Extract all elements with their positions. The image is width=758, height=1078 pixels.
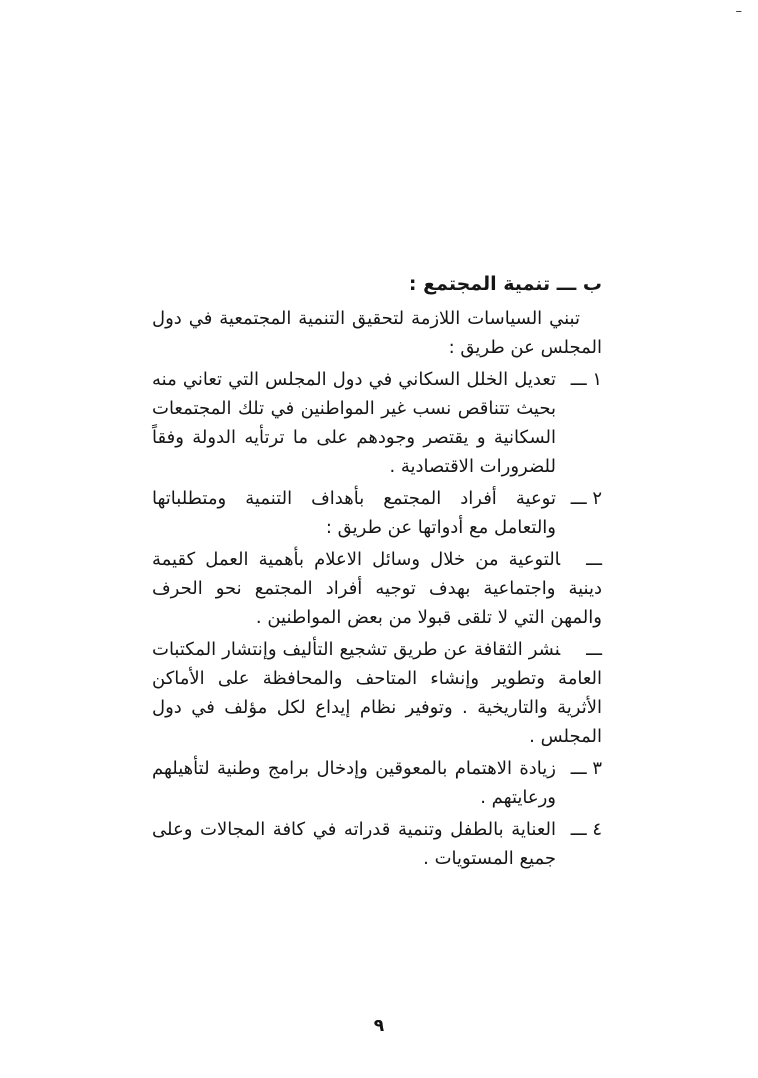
document-body xyxy=(152,270,602,876)
subitem-1-text: التوعية من خلال وسائل الاعلام بأهمية العمل كقيمة دينية واجتماعية بهدف توجيه أفراد المجتمع نحو الحرف والمهن التي لا تلقى قبولا من بعض المواطنين . xyxy=(152,549,602,628)
intro-paragraph: تبني السياسات اللازمة لتحقيق التنمية المجتمعية في دول المجلس عن طريق : xyxy=(152,308,602,358)
numbered-item-2 xyxy=(152,484,602,542)
item-2-text: توعية أفراد المجتمع بأهداف التنمية ومتطلباتها والتعامل مع أدواتها عن طريق : xyxy=(152,488,556,538)
dash-subitem-2 xyxy=(152,635,602,751)
item-4-marker: ٤ ـــ xyxy=(570,819,602,840)
numbered-item-3 xyxy=(152,754,602,812)
item-3-marker: ٣ ـــ xyxy=(570,758,602,779)
corner-dash: – xyxy=(735,4,742,19)
numbered-item-1 xyxy=(152,365,602,481)
subitem-2-dash: ـــ xyxy=(586,639,602,660)
item-4-text: العناية بالطفل وتنمية قدراته في كافة المجالات وعلى جميع المستويات . xyxy=(152,819,556,869)
numbered-item-4 xyxy=(152,815,602,873)
subitem-2-text: نشر الثقافة عن طريق تشجيع التأليف وإنتشار المكتبات العامة وتطوير وإنشاء المتاحف والمحافظة على الأماكن الأثرية والتاريخية . وتوفير نظام إيداع لكل مؤلف في دول المجلس . xyxy=(152,639,602,747)
item-1-marker: ١ ـــ xyxy=(570,369,602,390)
item-3-text: زيادة الاهتمام بالمعوقين وإدخال برامج وطنية لتأهيلهم ورعايتهم . xyxy=(152,758,556,808)
dash-subitem-1 xyxy=(152,545,602,632)
item-2-marker: ٢ ـــ xyxy=(570,488,602,509)
item-1-text: تعديل الخلل السكاني في دول المجلس التي تعاني منه بحيث تتناقص نسب غير المواطنين في تلك المجتمعات السكانية و يقتصر وجودهم على ما ترتأيه الدولة وفقاً للضرورات الاقتصادية . xyxy=(152,369,556,477)
subitem-1-dash: ـــ xyxy=(586,549,602,570)
section-heading: ب ـــ تنمية المجتمع : xyxy=(408,273,602,295)
page-number: ٩ xyxy=(373,1016,385,1036)
